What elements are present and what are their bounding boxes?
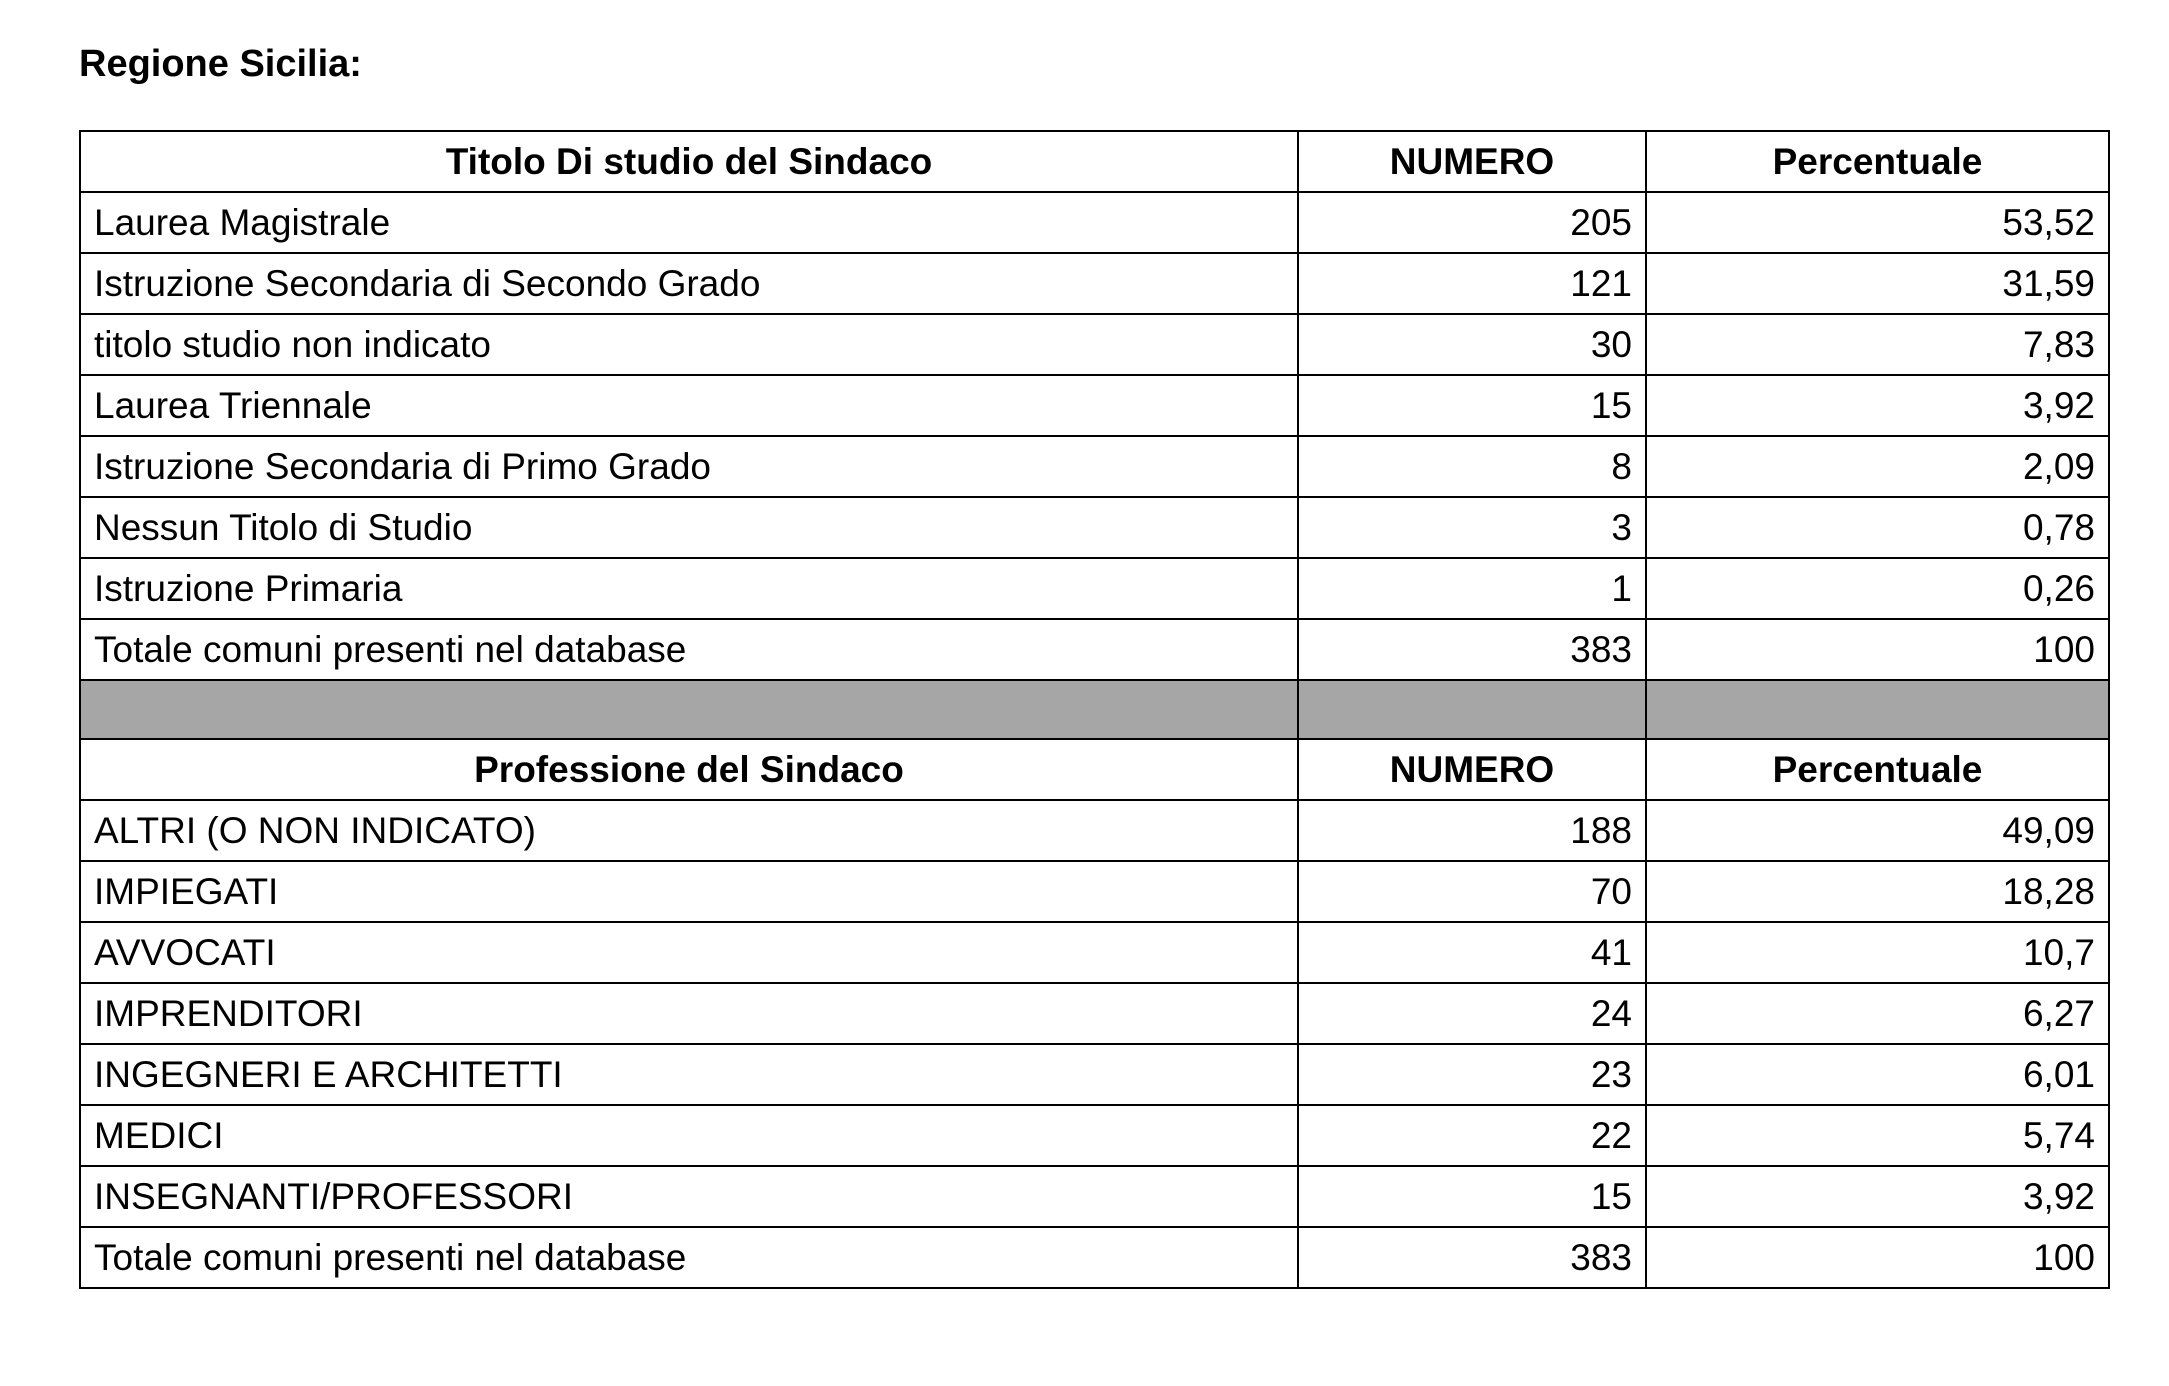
row-numero: 41 (1298, 922, 1646, 983)
profession-header-row (80, 739, 2109, 800)
separator-cell (80, 680, 1298, 739)
row-label: Laurea Triennale (80, 375, 1298, 436)
row-numero: 30 (1298, 314, 1646, 375)
row-numero: 15 (1298, 375, 1646, 436)
row-percentuale: 2,09 (1646, 436, 2109, 497)
separator-cell (1646, 680, 2109, 739)
row-label: Nessun Titolo di Studio (80, 497, 1298, 558)
row-label: Istruzione Secondaria di Secondo Grado (80, 253, 1298, 314)
row-numero: 205 (1298, 192, 1646, 253)
row-label: INGEGNERI E ARCHITETTI (80, 1044, 1298, 1105)
row-numero: 383 (1298, 619, 1646, 680)
column-header-titolo: Titolo Di studio del Sindaco (80, 131, 1298, 192)
row-percentuale: 6,27 (1646, 983, 2109, 1044)
separator-row (80, 680, 2109, 739)
row-label: ALTRI (O NON INDICATO) (80, 800, 1298, 861)
row-percentuale: 100 (1646, 619, 2109, 680)
row-numero: 383 (1298, 1227, 1646, 1288)
row-numero: 23 (1298, 1044, 1646, 1105)
row-percentuale: 10,7 (1646, 922, 2109, 983)
row-label: Totale comuni presenti nel database (80, 1227, 1298, 1288)
row-label: MEDICI (80, 1105, 1298, 1166)
column-header-professione: Professione del Sindaco (80, 739, 1298, 800)
row-label: Istruzione Primaria (80, 558, 1298, 619)
row-numero: 22 (1298, 1105, 1646, 1166)
table-row (80, 861, 2109, 922)
row-numero: 1 (1298, 558, 1646, 619)
total-row (80, 1227, 2109, 1288)
row-percentuale: 3,92 (1646, 1166, 2109, 1227)
page-title: Regione Sicilia: (79, 43, 362, 85)
row-percentuale: 53,52 (1646, 192, 2109, 253)
row-numero: 3 (1298, 497, 1646, 558)
statistics-table (79, 130, 2110, 1289)
row-label: Laurea Magistrale (80, 192, 1298, 253)
table-row (80, 314, 2109, 375)
row-numero: 188 (1298, 800, 1646, 861)
table-row (80, 375, 2109, 436)
table-row (80, 192, 2109, 253)
column-header-percentuale: Percentuale (1646, 739, 2109, 800)
table-row (80, 1105, 2109, 1166)
table-row (80, 983, 2109, 1044)
row-percentuale: 0,78 (1646, 497, 2109, 558)
table-row (80, 253, 2109, 314)
row-percentuale: 3,92 (1646, 375, 2109, 436)
table-row (80, 800, 2109, 861)
row-percentuale: 31,59 (1646, 253, 2109, 314)
row-numero: 15 (1298, 1166, 1646, 1227)
row-numero: 24 (1298, 983, 1646, 1044)
row-label: AVVOCATI (80, 922, 1298, 983)
row-percentuale: 18,28 (1646, 861, 2109, 922)
table-row (80, 497, 2109, 558)
separator-cell (1298, 680, 1646, 739)
column-header-percentuale: Percentuale (1646, 131, 2109, 192)
row-label: INSEGNANTI/PROFESSORI (80, 1166, 1298, 1227)
row-label: Istruzione Secondaria di Primo Grado (80, 436, 1298, 497)
education-header-row (80, 131, 2109, 192)
table-row (80, 436, 2109, 497)
row-percentuale: 49,09 (1646, 800, 2109, 861)
row-label: IMPIEGATI (80, 861, 1298, 922)
row-numero: 70 (1298, 861, 1646, 922)
row-numero: 121 (1298, 253, 1646, 314)
row-label: Totale comuni presenti nel database (80, 619, 1298, 680)
row-percentuale: 6,01 (1646, 1044, 2109, 1105)
column-header-numero: NUMERO (1298, 131, 1646, 192)
row-label: IMPRENDITORI (80, 983, 1298, 1044)
table-row (80, 1166, 2109, 1227)
row-label: titolo studio non indicato (80, 314, 1298, 375)
row-percentuale: 5,74 (1646, 1105, 2109, 1166)
total-row (80, 619, 2109, 680)
row-numero: 8 (1298, 436, 1646, 497)
column-header-numero: NUMERO (1298, 739, 1646, 800)
row-percentuale: 0,26 (1646, 558, 2109, 619)
row-percentuale: 100 (1646, 1227, 2109, 1288)
table-row (80, 922, 2109, 983)
row-percentuale: 7,83 (1646, 314, 2109, 375)
table-row (80, 558, 2109, 619)
table-row (80, 1044, 2109, 1105)
